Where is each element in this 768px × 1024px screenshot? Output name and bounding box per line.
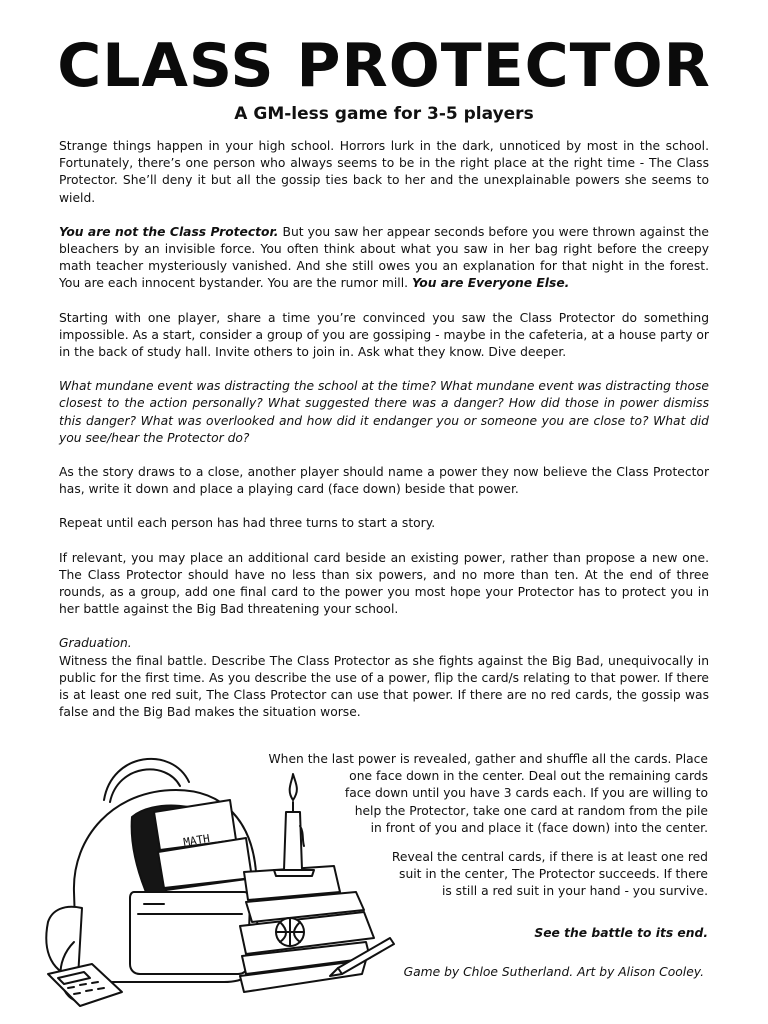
reveal-line: Reveal the central cards, if there is at least one red bbox=[391, 850, 708, 865]
role-lead: You are not the Class Protector. bbox=[59, 224, 279, 239]
intro-paragraph: Strange things happen in your high school. Horrors lurk in the dark, unnoticed by most in the school. Fortunately, there’s one person who always seems to be in the right place at the right time - The Class Protector. She’ll deny it but all the gossip ties back to her and the unexplainable powers she seems to wield. bbox=[59, 139, 709, 205]
graduation-paragraph: Witness the final battle. Describe The Class Protector as she fights against the Big Bad, unequivocally in public for the first time. As you describe the use of a power, flip the card/s relating to that power. If there is at least one red suit, The Class Protector can use that power. If there are no red cards, the gossip was false and the Big Bad makes the situation worse. bbox=[59, 653, 709, 720]
book-label: MATH bbox=[182, 831, 211, 849]
repeat-paragraph: Repeat until each person has had three turns to start a story. bbox=[59, 516, 436, 531]
shuffle-paragraph bbox=[232, 751, 708, 837]
reveal-line: suit in the center, The Protector succeeds. If there bbox=[399, 867, 708, 882]
endgame-rules bbox=[232, 751, 708, 913]
role-tail: You are Everyone Else. bbox=[411, 276, 570, 291]
rules-body bbox=[59, 138, 709, 738]
questions-paragraph: What mundane event was distracting the school at the time? What mundane event was distracting those closest to the action personally? What suggested there was a danger? How did those in power dismiss this danger? What was overlooked and how did it endanger you or someone you are close to? What did you see/hear the Protector do? bbox=[59, 379, 709, 445]
shuffle-line: in front of you and place it (face down) into the center. bbox=[370, 820, 708, 835]
role-body: But you saw her appear seconds before you were thrown against the bleachers by an invisible force. You often think about what you saw in her bag right before the creepy math teacher mysteriously vanished. And she still owes you an explanation for that night in the forest. You are each innocent bystander. You are the rumor mill. bbox=[59, 224, 709, 291]
final-line: See the battle to its end. bbox=[534, 926, 708, 940]
role-paragraph bbox=[59, 224, 709, 293]
start-paragraph: Starting with one player, share a time you’re convinced you saw the Class Protector do something impossible. As a start, consider a group of you are gossiping - maybe in the cafeteria, at a house party or in the back of study hall. Invite others to join in. Ask what they know. Dive deeper. bbox=[59, 310, 709, 360]
shuffle-line: one face down in the center. Deal out the remaining cards bbox=[349, 769, 708, 784]
shuffle-line: face down until you have 3 cards each. If you are willing to bbox=[344, 786, 708, 801]
power-paragraph: As the story draws to a close, another player should name a power they now believe the Class Protector has, write it down and place a playing card (face down) beside that power. bbox=[59, 465, 709, 497]
reveal-paragraph bbox=[232, 849, 708, 901]
shuffle-line: When the last power is revealed, gather and shuffle all the cards. Place bbox=[268, 752, 708, 766]
page-subtitle: A GM-less game for 3-5 players bbox=[234, 104, 534, 124]
graduation-heading: Graduation. bbox=[59, 636, 132, 651]
reveal-line: is still a red suit in your hand - you survive. bbox=[441, 884, 708, 899]
shuffle-line: help the Protector, take one card at random from the pile bbox=[354, 803, 708, 818]
credits: Game by Chloe Sutherland. Art by Alison Cooley. bbox=[403, 965, 704, 979]
page-title: CLASS PROTECTOR bbox=[57, 31, 711, 101]
extra-card-paragraph: If relevant, you may place an additional card beside an existing power, rather than propose a new one. The Class Protector should have no less than six powers, and no more than ten. At the end of three rounds, as a group, add one final card to the power you most hope your Protector has to protect you in her battle against the Big Bad threatening your school. bbox=[59, 550, 709, 617]
